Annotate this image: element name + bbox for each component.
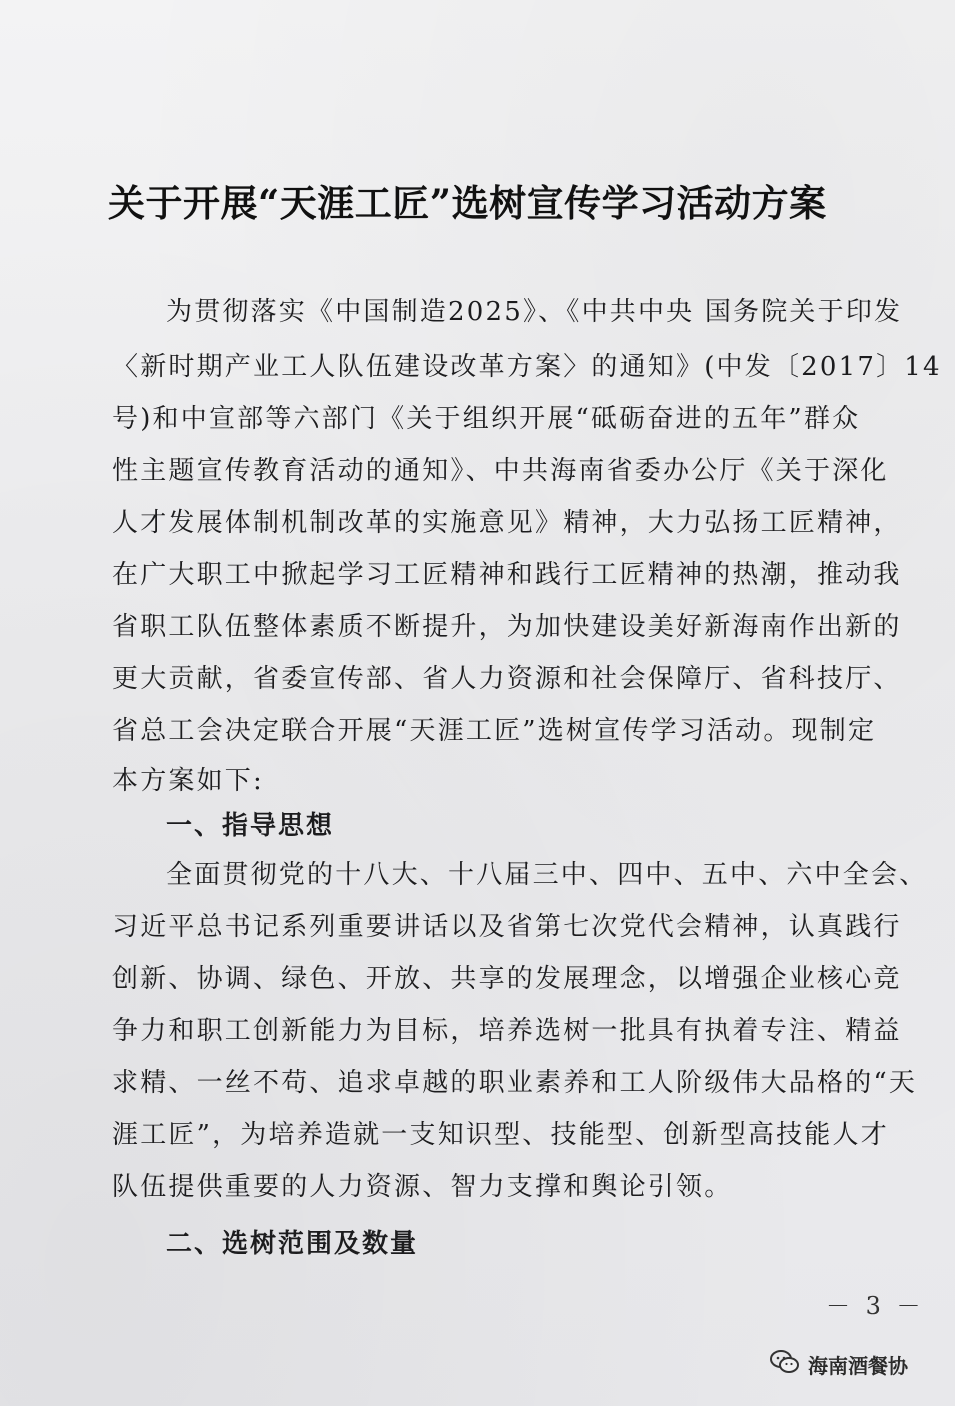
paragraph-line: 性主题宣传教育活动的通知》、中共海南省委办公厅《关于深化 [112,456,889,486]
paragraph-line: 习近平总书记系列重要讲话以及省第七次党代会精神，认真践行 [112,912,902,942]
section-heading: 二、选树范围及数量 [166,1229,419,1259]
paragraph-line: 本方案如下: [112,766,264,796]
watermark [770,1344,908,1384]
paragraph-line: 〈新时期产业工人队伍建设改革方案〉的通知》(中发〔2017〕14 [112,352,942,382]
paragraph-line: 号)和中宣部等六部门《关于组织开展“砥砺奋进的五年”群众 [112,404,861,434]
watermark-text: 海南酒餐协 [808,1353,908,1378]
paragraph-line: 创新、协调、绿色、开放、共享的发展理念，以增强企业核心竞 [112,964,902,994]
paragraph-line: 在广大职工中掀起学习工匠精神和践行工匠精神的热潮，推动我 [112,560,902,590]
paragraph-line: 人才发展体制机制改革的实施意见》精神，大力弘扬工匠精神， [112,508,902,538]
paragraph-line: 涯工匠”，为培养造就一支知识型、技能型、创新型高技能人才 [112,1120,889,1150]
paragraph-line: 省职工队伍整体素质不断提升，为加快建设美好新海南作出新的 [112,612,902,642]
paragraph-line: 队伍提供重要的人力资源、智力支撑和舆论引领。 [112,1172,733,1202]
paragraph-line: 为贯彻落实《中国制造2025》、《中共中央 国务院关于印发 [166,297,903,327]
paragraph-line: 省总工会决定联合开展“天涯工匠”选树宣传学习活动。现制定 [112,716,877,746]
paragraph-line: 全面贯彻党的十八大、十八届三中、四中、五中、六中全会、 [166,860,928,890]
paragraph-line: 争力和职工创新能力为目标，培养选树一批具有执着专注、精益 [112,1016,902,1046]
section-heading: 一、指导思想 [166,811,335,841]
page-number: － 3 － [826,1292,925,1320]
paragraph-line: 求精、一丝不苟、追求卓越的职业素养和工人阶级伟大品格的“天 [112,1068,918,1098]
wechat-icon [770,1349,800,1379]
paragraph-line: 更大贡献，省委宣传部、省人力资源和社会保障厅、省科技厅、 [112,664,902,694]
document-title: 关于开展“天涯工匠”选树宣传学习活动方案 [108,181,827,225]
